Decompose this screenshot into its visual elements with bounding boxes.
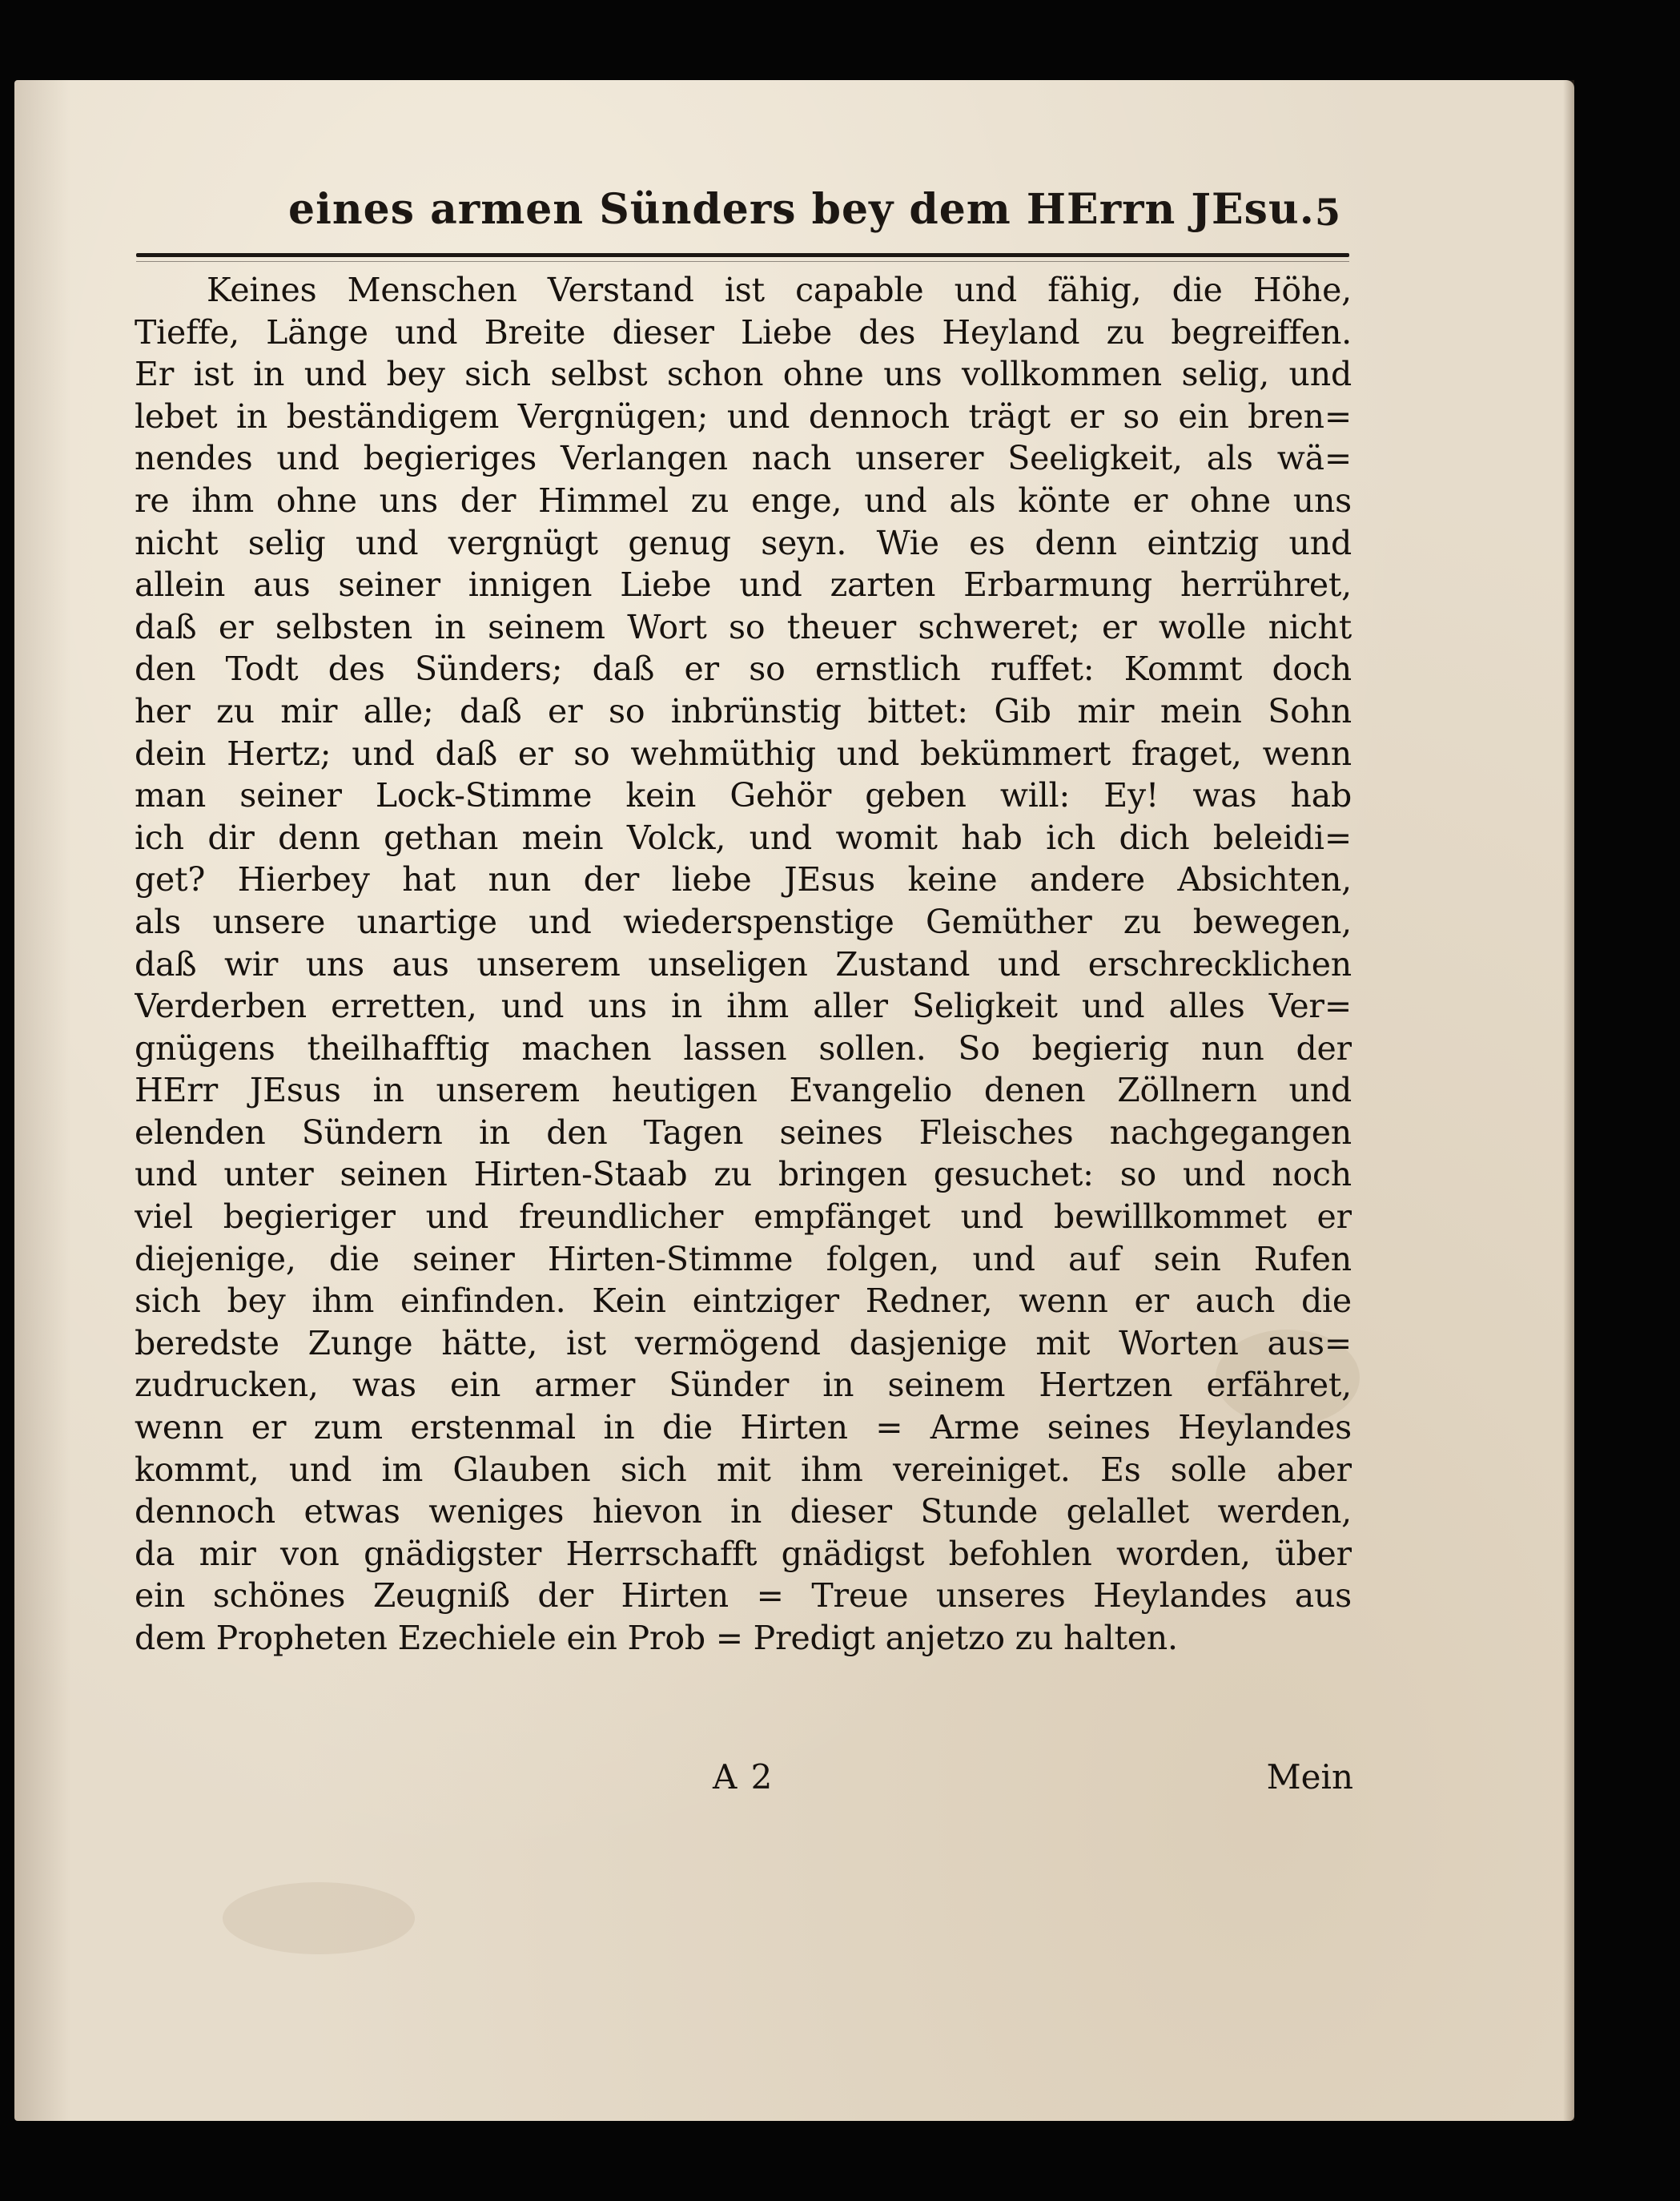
- text-line: wenn er zum erstenmal in die Hirten = Arme seines Heylandes: [135, 1408, 1352, 1447]
- text-line: nendes und begieriges Verlangen nach unserer Seeligkeit, als wä=: [135, 439, 1352, 478]
- text-line: gnügens theilhafftig machen lassen sollen. So begierig nun der: [135, 1028, 1352, 1068]
- text-line: Tieffe, Länge und Breite dieser Liebe des Heyland zu begreiffen.: [135, 312, 1352, 352]
- signature-mark: A 2: [713, 1756, 774, 1797]
- text-line: Er ist in und bey sich selbst schon ohne uns vollkommen selig, und: [135, 355, 1352, 394]
- text-line: man seiner Lock-Stimme kein Gehör geben will: Ey! was hab: [135, 776, 1352, 815]
- text-line: allein aus seiner innigen Liebe und zarten Erbarmung herrühret,: [135, 565, 1352, 605]
- text-line: und unter seinen Hirten-Staab zu bringen gesuchet: so und noch: [135, 1155, 1352, 1194]
- text-line: dem Propheten Ezechiele ein Prob = Predigt anjetzo zu halten.: [135, 1619, 1178, 1657]
- body-text: [135, 269, 1352, 1660]
- catchword: Mein: [1266, 1756, 1353, 1797]
- text-line: her zu mir alle; daß er so inbrünstig bittet: Gib mir mein Sohn: [135, 691, 1352, 730]
- header-rule-thin: [136, 261, 1349, 262]
- header-rule: [136, 253, 1349, 257]
- text-line: dein Hertz; und daß er so wehmüthig und bekümmert fraget, wenn: [135, 734, 1352, 773]
- paper-stain: [223, 1882, 415, 1954]
- text-line: kommt, und im Glauben sich mit ihm vereiniget. Es solle aber: [135, 1450, 1352, 1489]
- page-edge-shadow: [1563, 80, 1574, 2121]
- text-line: Verderben erretten, und uns in ihm aller Seligkeit und alles Ver=: [135, 987, 1352, 1026]
- text-line: da mir von gnädigster Herrschafft gnädigst befohlen worden, über: [135, 1534, 1352, 1573]
- text-line: elenden Sündern in den Tagen seines Fleisches nachgegangen: [135, 1113, 1352, 1152]
- page-footer: [705, 1754, 1353, 1799]
- page-number: 5: [1314, 191, 1340, 234]
- text-line: beredste Zunge hätte, ist vermögend dasjenige mit Worten aus=: [135, 1323, 1352, 1362]
- text-line: dennoch etwas weniges hievon in dieser Stunde gelallet werden,: [135, 1492, 1352, 1531]
- text-line: ein schönes Zeugniß der Hirten = Treue unseres Heylandes aus: [135, 1576, 1352, 1616]
- text-line: lebet in beständigem Vergnügen; und dennoch trägt er so ein bren=: [135, 396, 1352, 436]
- text-line: viel begieriger und freundlicher empfänget und bewillkommet er: [135, 1197, 1352, 1237]
- text-line: diejenige, die seiner Hirten-Stimme folgen, und auf sein Rufen: [135, 1239, 1352, 1278]
- page-header: [288, 184, 1345, 234]
- text-line: daß er selbsten in seinem Wort so theuer schweret; er wolle nicht: [135, 607, 1352, 646]
- text-line: als unsere unartige und wiederspenstige Gemüther zu bewegen,: [135, 902, 1352, 941]
- text-line: HErr JEsus in unserem heutigen Evangelio denen Zöllnern und: [135, 1071, 1352, 1110]
- text-line: get? Hierbey hat nun der liebe JEsus keine andere Absichten,: [135, 860, 1352, 899]
- text-line: sich bey ihm einfinden. Kein eintziger Redner, wenn er auch die: [135, 1282, 1352, 1321]
- text-line: zudrucken, was ein armer Sünder in seinem Hertzen erfähret,: [135, 1366, 1352, 1405]
- text-line: Keines Menschen Verstand ist capable und fähig, die Höhe,: [207, 271, 1352, 309]
- text-line: nicht selig und vergnügt genug seyn. Wie es denn eintzig und: [135, 523, 1352, 562]
- text-line: den Todt des Sünders; daß er so ernstlich ruffet: Kommt doch: [135, 650, 1352, 689]
- text-line: ich dir denn gethan mein Volck, und womit hab ich dich beleidi=: [135, 818, 1352, 857]
- running-head: eines armen Sünders bey dem HErrn JEsu.: [288, 185, 1315, 234]
- text-line: re ihm ohne uns der Himmel zu enge, und als könte er ohne uns: [135, 481, 1352, 520]
- text-line: daß wir uns aus unserem unseligen Zustand und erschrecklichen: [135, 944, 1352, 984]
